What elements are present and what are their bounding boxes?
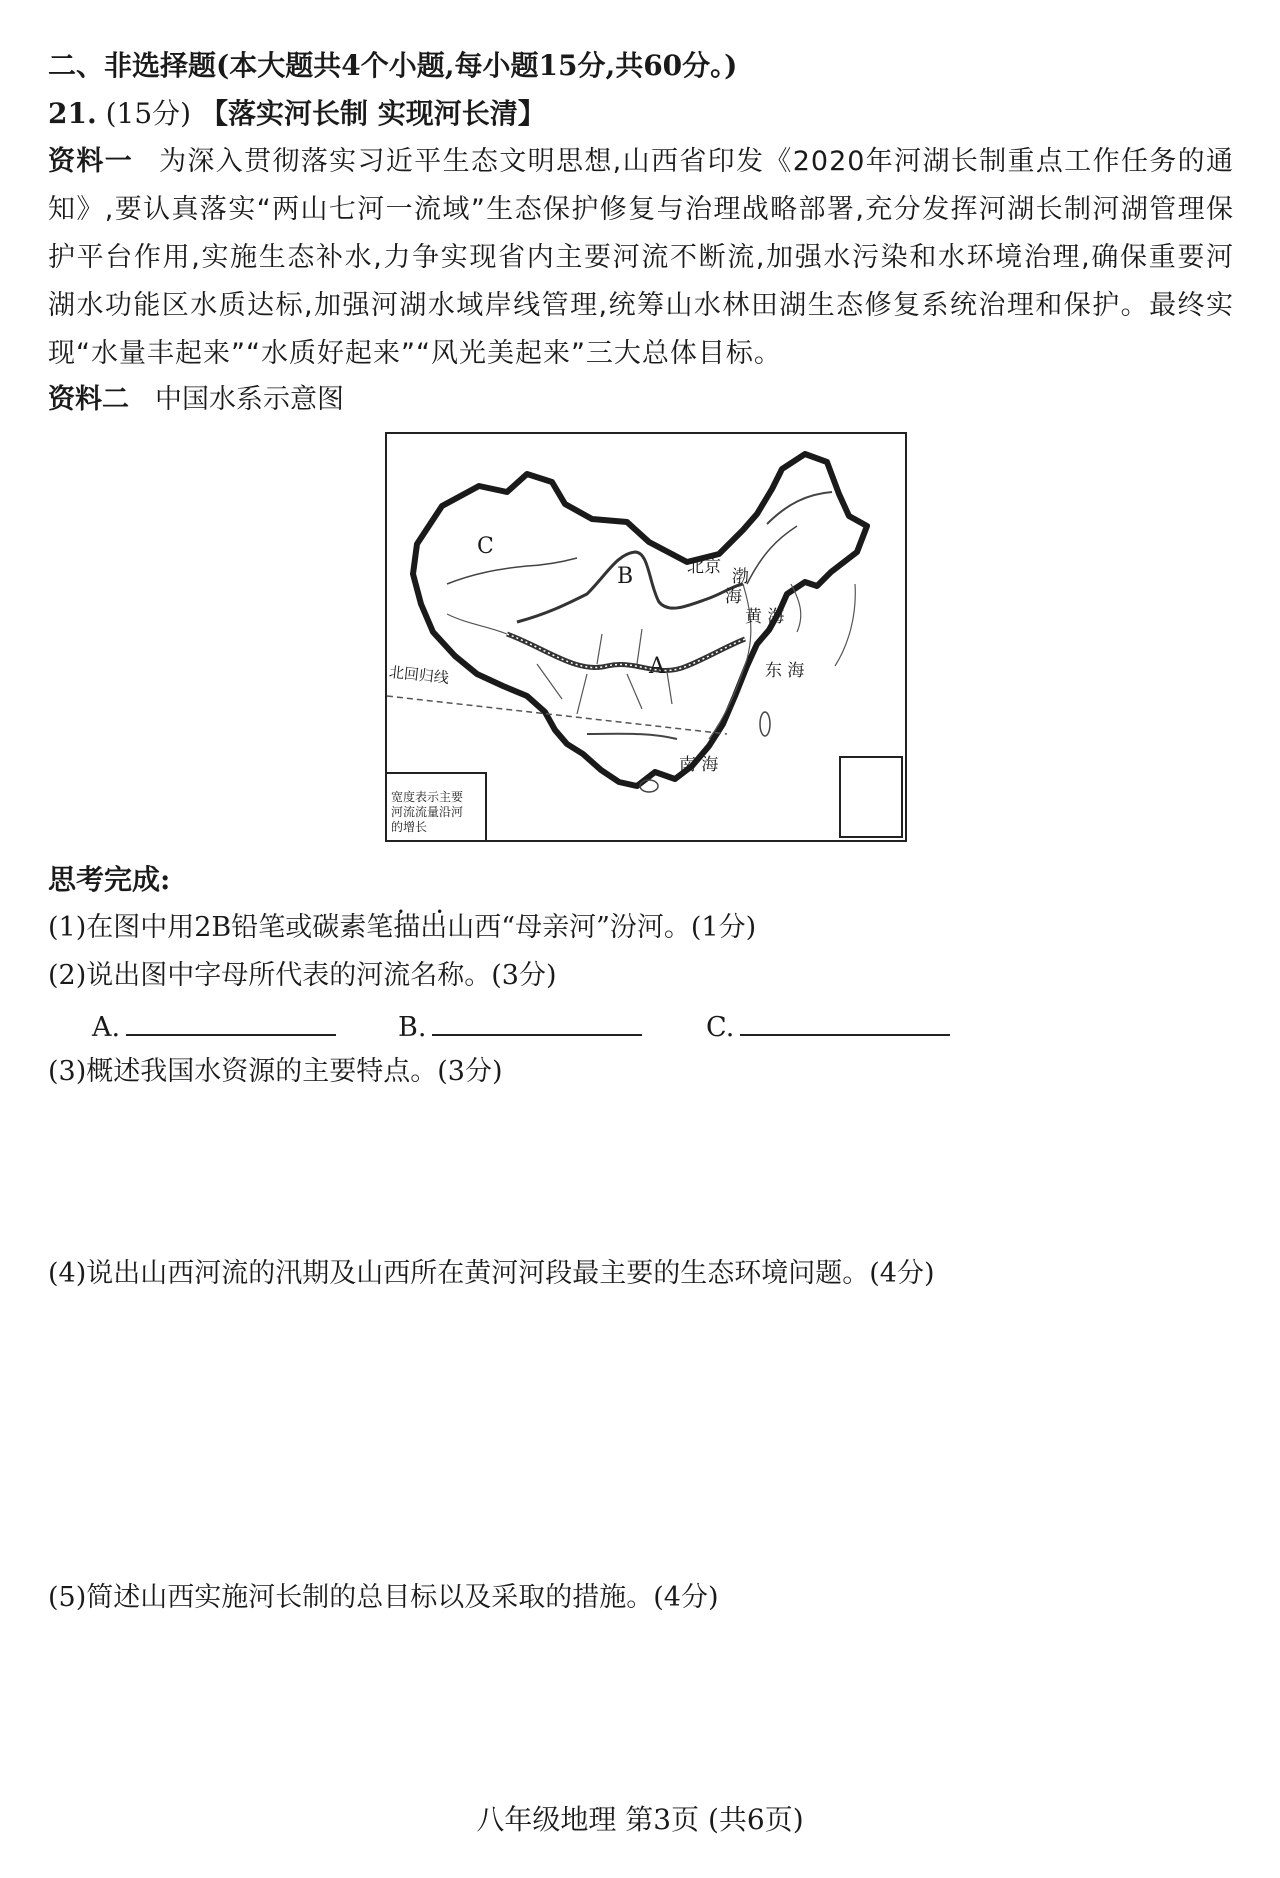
nanhai-label: 南 海 [679,755,719,775]
bohai-label: 渤 [732,567,749,587]
beijing-label: 北京 [687,557,721,577]
taiwan-island [760,712,770,736]
question-4: (4)说出山西河流的汛期及山西所在黄河河段最主要的生态环境问题。(4分) [48,1258,935,1289]
question-2: (2)说出图中字母所代表的河流名称。(3分) [48,960,557,991]
question-1 [48,910,756,946]
china-river-system-map [385,432,907,842]
answer-blank-b[interactable] [432,1008,642,1036]
answer-option-a-label: A. [92,1012,121,1043]
material-one [48,138,1234,378]
pearl-river [587,734,677,739]
answer-option-b-label: B. [398,1012,427,1043]
question-3: (3)概述我国水资源的主要特点。(3分) [48,1056,503,1087]
map-legend [387,772,487,840]
material-two-label: 资料二 [48,384,129,415]
answer-blank-c[interactable] [740,1008,950,1036]
question-1-text-before: (1)在图中用2B铅笔或碳素笔 [48,912,394,943]
letter-b: B [617,564,634,589]
legend-line-3: 的增长 [391,820,428,834]
material-two-caption: 中国水系示意图 [155,384,344,415]
material-two [48,382,344,418]
china-border [413,454,867,786]
answer-option-a [92,1008,336,1046]
bohai-label-2: 海 [725,587,742,607]
page-footer: 八年级地理 第3页 (共6页) [476,1803,804,1836]
letter-a: A [649,654,665,679]
think-header: 思考完成: [48,863,171,896]
material-one-text: 为深入贯彻落实习近平生态文明思想,山西省印发《2020年河湖长制重点工作任务的通知》,要认真落实“两山七河一流域”生态保护修复与治理战略部署,充分发挥河湖长制河湖管理保护平台作用,实施生态补水,力争实现省内主要河流不断流,加强水污染和水环境治理,确保重要河湖水功能区水质达标,加强河湖水域岸线管理,统筹山水林田湖生态修复系统治理和保护。最终实现“水量丰起来”“水质好起来”“风光美起来”三大总体目标。 [48,146,1235,369]
question-5: (5)简述山西实施河长制的总目标以及采取的措施。(4分) [48,1582,719,1613]
donghai-label: 东 海 [765,661,805,681]
answer-option-c [706,1008,950,1046]
answer-blank-a[interactable] [126,1008,336,1036]
tarim-river [447,558,577,584]
answer-option-c-label: C. [706,1012,735,1043]
legend-line-1: 宽度表示主要 [391,790,464,804]
section-header: 二、非选择题(本大题共4个小题,每小题15分,共60分。) [48,49,738,82]
question-1-text-after: 山西“母亲河”汾河。(1分) [447,912,757,943]
legend-line-2: 河流流量沿河 [391,805,464,819]
question-21-heading [48,96,546,132]
hainan-island [640,780,658,792]
tropic-label: 北回归线 [388,662,450,688]
huanghai-label: 黄 海 [745,607,785,627]
answer-option-b [398,1008,642,1046]
material-one-label: 资料一 [48,146,134,177]
letter-c: C [477,534,494,559]
question-number: 21. [48,97,97,130]
question-score: (15分) [105,97,192,130]
question-1-dotted: 描出 • • [393,912,447,943]
south-china-sea-inset [839,756,903,838]
question-title: 【落实河长制 实现河长清】 [200,97,546,130]
